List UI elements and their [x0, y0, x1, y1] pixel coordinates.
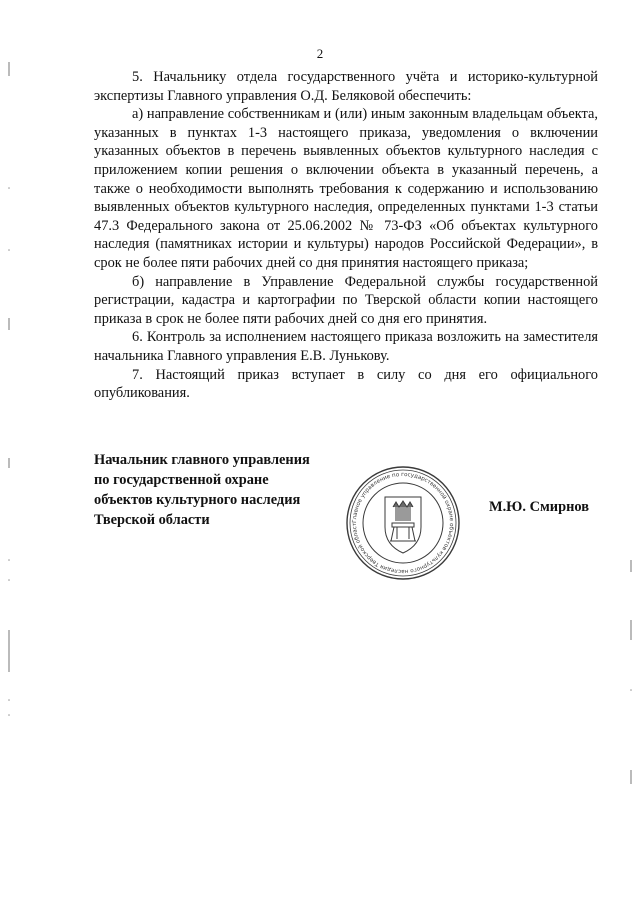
signatory-title-line-1: Начальник главного управления — [94, 452, 310, 468]
signatory-title-line-3: объектов культурного наследия — [94, 492, 301, 508]
signatory-title-line-2: по государственной охране — [94, 472, 269, 488]
paragraph-7: 7. Настоящий приказ вступает в силу со дня его официального опубликования. — [94, 366, 598, 402]
order-body-text — [94, 68, 598, 403]
paragraph-6: 6. Контроль за исполнением настоящего приказа возложить на заместителя начальника Главного управления Е.В. Лунькову. — [94, 329, 598, 364]
signatory-title-line-4: Тверской области — [94, 512, 210, 528]
signer-name: М.Ю. Смирнов — [489, 499, 589, 515]
signatory-title — [94, 450, 334, 530]
paragraph-5a: а) направление собственникам и (или) иным законным владельцам объекта, указанных в пунктах 1-3 настоящего приказа, уведомления о включении указанных объектов в перечень выявленных объектов культурного наследия с приложением копии решения о включении объекта в указанный перечень, а также о необходимости выполнять требования к содержанию и использованию выявленных объектов культурного наследия, определенных пунктами 1-3 статьи 47.3 Федерального закона от 25.06.2002 № 73-ФЗ «Об объектах культурного наследия (памятниках истории и культуры) народов Российской Федерации», в срок не более пяти рабочих дней со дня принятия настоящего приказа; — [94, 106, 598, 271]
paragraph-5b: б) направление в Управление Федеральной службы государственной регистрации, кадастра и картографии по Тверской области копии настоящего приказа в срок не более пяти рабочих дней со дня его принятия. — [94, 273, 598, 327]
page-number: 2 — [316, 46, 324, 61]
coat-of-arms-icon — [385, 497, 421, 553]
paragraph-5: 5. Начальнику отдела государственного учёта и историко-культурной экспертизы Главного управления О.Д. Беляковой обеспечить: — [94, 69, 598, 104]
seal-ring-text: Главное управление по государственной охране объектов культурного наследия Тверской област — [351, 471, 455, 575]
official-seal-stamp — [345, 465, 461, 581]
